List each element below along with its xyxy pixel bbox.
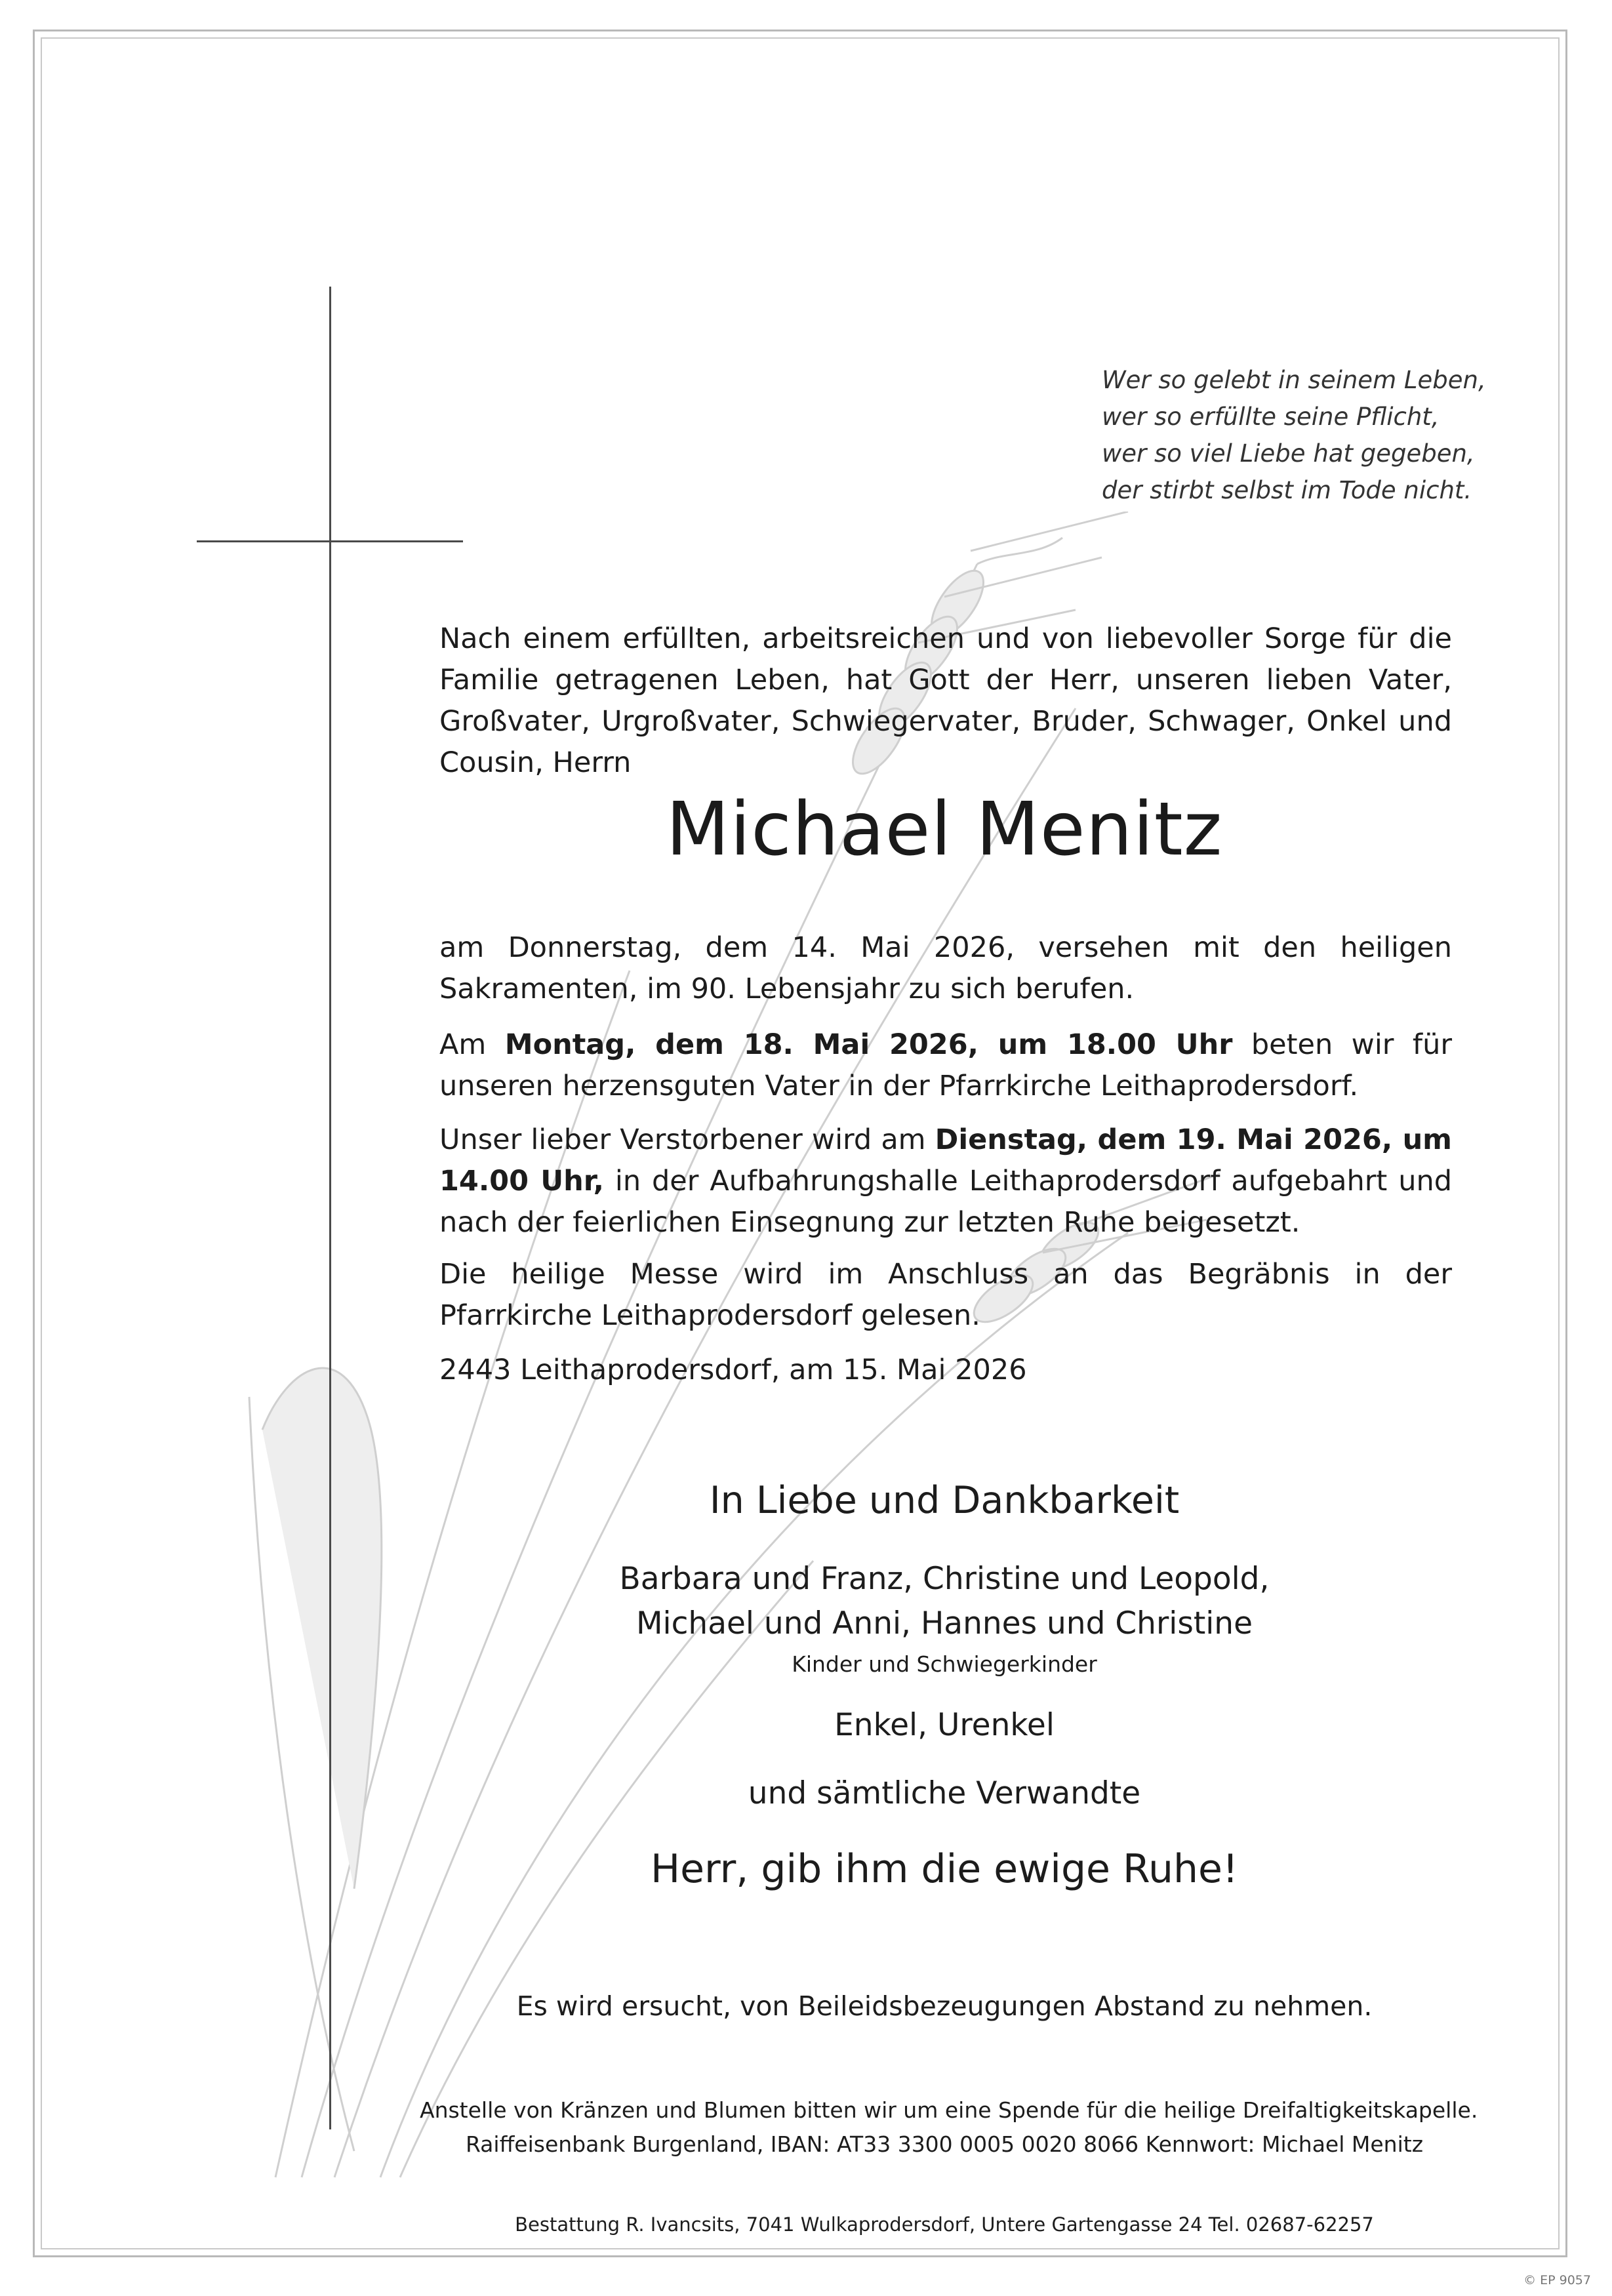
burial-text-rest: in der Aufbahrungshalle Leithaprodersdorf aufgebahrt und nach der feierlichen Einsegnung zur letzten Ruhe beigesetzt.: [439, 1165, 1453, 1239]
burial-text: Unser lieber Verstorbener wird am: [439, 1123, 935, 1156]
donation-line-1: Anstelle von Kränzen und Blumen bitten wir um eine Spende für die heilige Dreifaltigkeitskapelle.: [420, 2097, 1478, 2123]
burial-paragraph: [439, 1119, 1452, 1243]
burial-date-time: Dienstag, dem 19. Mai 2026, um 14.00 Uhr,: [439, 1123, 1452, 1198]
poem-line: wer so viel Liebe hat gegeben,: [1102, 439, 1475, 468]
prayer-text: Am: [439, 1028, 505, 1061]
family-line-1: Barbara und Franz, Christine und Leopold,: [619, 1561, 1270, 1597]
poem-line: der stirbt selbst im Tode nicht.: [1102, 476, 1472, 504]
prayer-paragraph: [439, 1024, 1452, 1107]
blessing: Herr, gib ihm die ewige Ruhe!: [650, 1846, 1239, 1892]
condolence-note: Es wird ersucht, von Beileidsbezeugungen Abstand zu nehmen.: [516, 1990, 1373, 2022]
poem-line: Wer so gelebt in seinem Leben,: [1102, 366, 1486, 394]
place-date: 2443 Leithaprodersdorf, am 15. Mai 2026: [439, 1354, 1027, 1386]
mass-paragraph: Die heilige Messe wird im Anschluss an das Begräbnis in der Pfarrkirche Leithaprodersdorf gelesen.: [439, 1258, 1452, 1332]
cross-vertical-bar: [329, 287, 331, 2129]
donation-line-2: Raiffeisenbank Burgenland, IBAN: AT33 3300 0005 0020 8066 Kennwort: Michael Menitz: [465, 2131, 1424, 2157]
closing-heading: In Liebe und Dankbarkeit: [709, 1479, 1180, 1522]
poem-line: wer so erfüllte seine Pflicht,: [1102, 403, 1440, 431]
prayer-text-rest: beten wir für unseren herzensguten Vater in der Pfarrkirche Leithaprodersdorf.: [439, 1028, 1452, 1102]
grandchildren: Enkel, Urenkel: [834, 1707, 1055, 1743]
deceased-name: Michael Menitz: [666, 787, 1223, 872]
form-code: © EP 9057: [1523, 2273, 1591, 2287]
prayer-date-time: Montag, dem 18. Mai 2026, um 18.00 Uhr: [504, 1028, 1233, 1061]
cross-horizontal-bar: [197, 540, 463, 542]
death-notice-paragraph: am Donnerstag, dem 14. Mai 2026, versehen mit den heiligen Sakramenten, im 90. Lebensjahr zu sich berufen.: [439, 931, 1452, 1005]
funeral-home: Bestattung R. Ivancsits, 7041 Wulkaprodersdorf, Untere Gartengasse 24 Tel. 02687-62257: [515, 2213, 1374, 2236]
intro-paragraph: Nach einem erfüllten, arbeitsreichen und von liebevoller Sorge für die Familie getragenen Leben, hat Gott der Herr, unseren lieben Vater, Großvater, Urgroßvater, Schwiegervater, Bruder, Schwager, Onkel und Cousin, Herrn: [439, 622, 1452, 779]
family-role: Kinder und Schwiegerkinder: [792, 1651, 1097, 1677]
relatives: und sämtliche Verwandte: [748, 1775, 1141, 1811]
family-line-2: Michael und Anni, Hannes und Christine: [635, 1605, 1253, 1641]
memorial-poem: [1102, 362, 1486, 509]
